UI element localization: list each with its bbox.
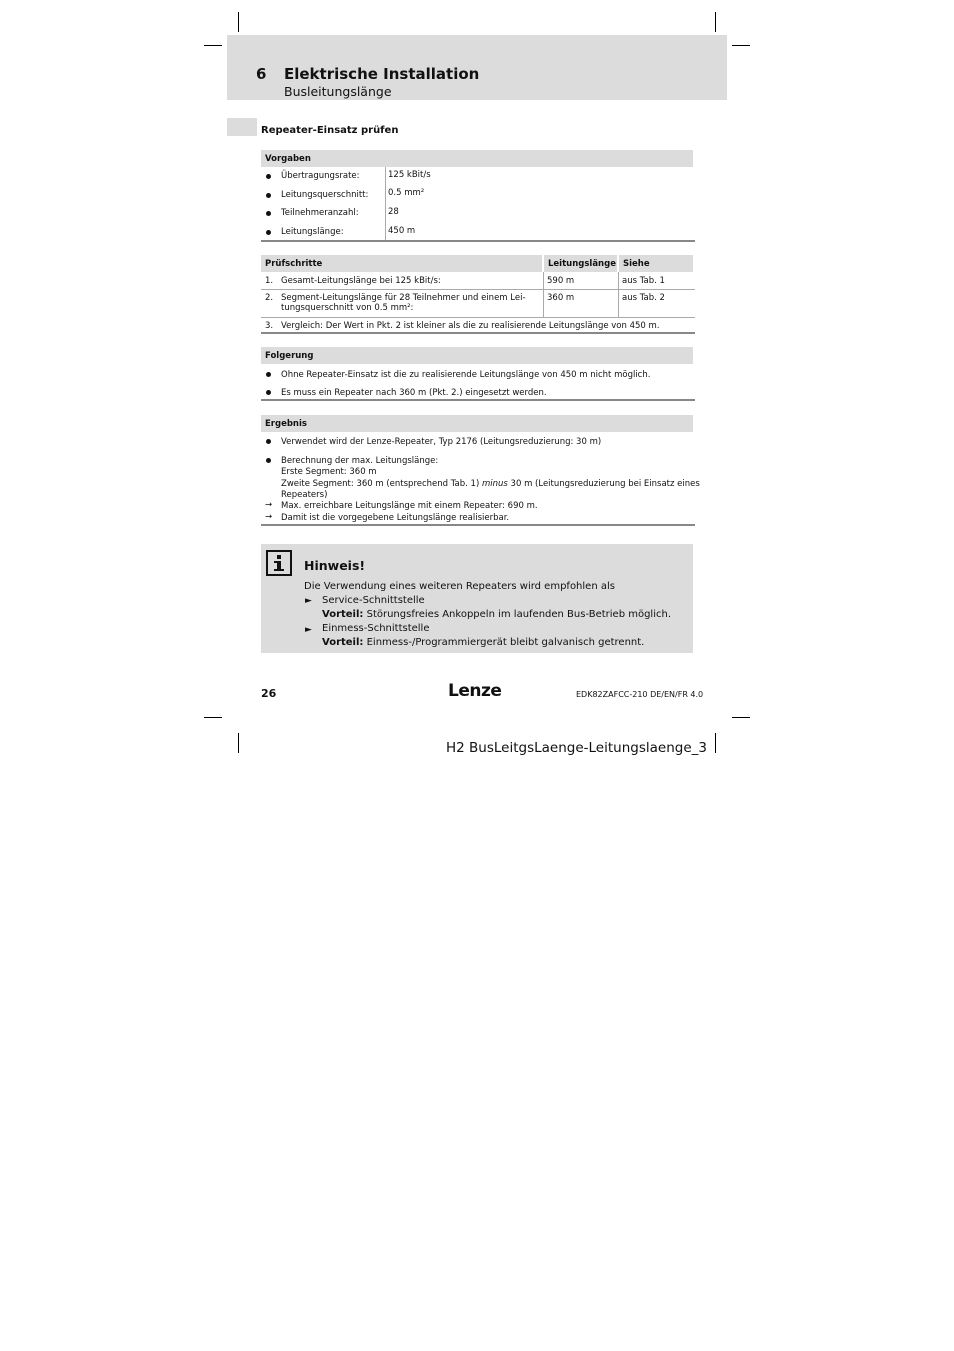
- table-rule: [261, 289, 695, 290]
- crop-mark: [715, 12, 716, 32]
- side-tab: [227, 118, 257, 136]
- crop-mark: [204, 45, 222, 46]
- vorgaben-label: Übertragungsrate:: [281, 171, 360, 181]
- triangle-bullet-icon: ►: [305, 625, 312, 635]
- hinweis-advantage: Vorteil: Störungsfreies Ankoppeln im laufenden Bus-Betrieb möglich.: [322, 609, 671, 620]
- ergebnis-line: Berechnung der max. Leitungslänge:: [281, 456, 439, 466]
- lenze-logo: Lenze: [448, 681, 502, 701]
- ergebnis-heading: Ergebnis: [261, 415, 693, 432]
- bullet-icon: [266, 458, 271, 463]
- table-divider: [385, 167, 386, 241]
- hinweis-item: Einmess-Schnittstelle: [322, 623, 430, 634]
- vorgaben-value: 450 m: [388, 226, 416, 236]
- ergebnis-item: Verwendet wird der Lenze-Repeater, Typ 2176 (Leitungsreduzierung: 30 m): [281, 437, 602, 447]
- ergebnis-line: Zweite Segment: 360 m (entsprechend Tab. 1) minus 30 m (Leitungsreduzierung bei Einsatz eines: [281, 479, 700, 489]
- vorgaben-value: 28: [388, 207, 399, 217]
- ergebnis-line: Repeaters): [281, 490, 328, 500]
- step-text: tungsquerschnitt von 0.5 mm²:: [281, 303, 414, 313]
- vorgaben-label: Teilnehmeranzahl:: [281, 208, 359, 218]
- hinweis-item: Service-Schnittstelle: [322, 595, 425, 606]
- step-text: Gesamt-Leitungslänge bei 125 kBit/s:: [281, 276, 441, 286]
- crop-mark: [732, 45, 750, 46]
- chapter-number: 6: [256, 65, 267, 83]
- ergebnis-result: Max. erreichbare Leitungslänge mit einem Repeater: 690 m.: [281, 501, 538, 511]
- chapter-title: Elektrische Installation: [284, 65, 480, 83]
- document-id: EDK82ZAFCC-210 DE/EN/FR 4.0: [576, 690, 704, 699]
- section-title: Repeater-Einsatz prüfen: [261, 125, 399, 136]
- vorgaben-value: 0.5 mm²: [388, 188, 425, 198]
- crop-mark: [715, 733, 716, 753]
- vorgaben-label: Leitungsquerschnitt:: [281, 190, 369, 200]
- table-divider: [543, 272, 544, 318]
- step-length: 360 m: [547, 293, 575, 303]
- step-text: Vergleich: Der Wert in Pkt. 2 ist kleiner als die zu realisierende Leitungslänge von 450 m.: [281, 321, 660, 331]
- step-number: 3.: [265, 321, 274, 331]
- info-icon: [266, 550, 292, 576]
- pruefschritte-header: Leitungslänge: [544, 255, 617, 272]
- triangle-bullet-icon: ►: [305, 596, 312, 606]
- bullet-icon: [266, 439, 271, 444]
- bullet-icon: [266, 211, 271, 216]
- bullet-icon: [266, 174, 271, 179]
- folgerung-heading: Folgerung: [261, 347, 693, 364]
- ergebnis-line: Erste Segment: 360 m: [281, 467, 377, 477]
- step-number: 2.: [265, 293, 274, 303]
- table-rule: [261, 317, 695, 318]
- table-rule: [261, 332, 695, 334]
- folgerung-item: Es muss ein Repeater nach 360 m (Pkt. 2.) eingesetzt werden.: [281, 388, 547, 398]
- crop-mark: [732, 717, 750, 718]
- page-label: H2 BusLeitgsLaenge-Leitungslaenge_3: [446, 740, 707, 756]
- crop-mark: [238, 733, 239, 753]
- hinweis-intro: Die Verwendung eines weiteren Repeaters wird empfohlen als: [304, 581, 615, 592]
- chapter-subtitle: Busleitungslänge: [284, 84, 392, 99]
- table-divider: [618, 272, 619, 318]
- vorgaben-value: 125 kBit/s: [388, 170, 431, 180]
- step-ref: aus Tab. 1: [622, 276, 665, 286]
- step-number: 1.: [265, 276, 274, 286]
- table-rule: [261, 399, 695, 401]
- ergebnis-result: Damit ist die vorgegebene Leitungslänge realisierbar.: [281, 513, 510, 523]
- bullet-icon: [266, 390, 271, 395]
- vorgaben-label: Leitungslänge:: [281, 227, 344, 237]
- pruefschritte-header: Prüfschritte: [261, 255, 542, 272]
- page-number: 26: [261, 687, 277, 700]
- arrow-icon: →: [265, 512, 273, 522]
- vorgaben-heading: Vorgaben: [261, 150, 693, 167]
- hinweis-advantage: Vorteil: Einmess-/Programmiergerät bleibt galvanisch getrennt.: [322, 637, 645, 648]
- arrow-icon: →: [265, 500, 273, 510]
- table-rule: [261, 524, 695, 526]
- pruefschritte-header: Siehe: [619, 255, 693, 272]
- bullet-icon: [266, 230, 271, 235]
- step-text: Segment-Leitungslänge für 28 Teilnehmer und einem Lei-: [281, 293, 526, 303]
- table-rule: [261, 240, 695, 242]
- hinweis-title: Hinweis!: [304, 558, 366, 573]
- bullet-icon: [266, 193, 271, 198]
- crop-mark: [238, 12, 239, 32]
- bullet-icon: [266, 372, 271, 377]
- crop-mark: [204, 717, 222, 718]
- folgerung-item: Ohne Repeater-Einsatz ist die zu realisierende Leitungslänge von 450 m nicht möglich.: [281, 370, 651, 380]
- step-ref: aus Tab. 2: [622, 293, 665, 303]
- step-length: 590 m: [547, 276, 575, 286]
